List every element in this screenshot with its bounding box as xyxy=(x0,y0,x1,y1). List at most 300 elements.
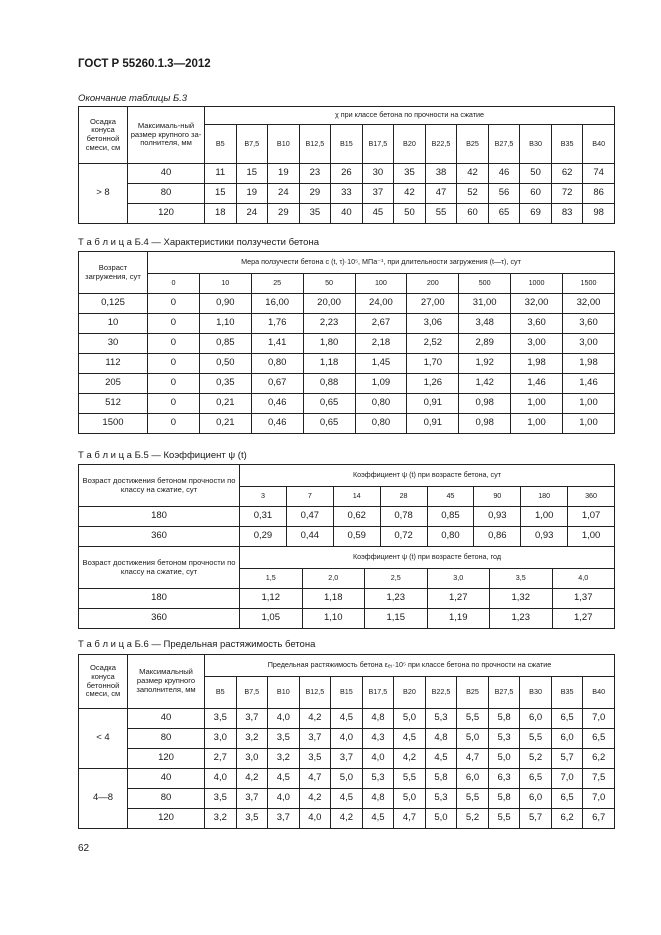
t4-age-cell: 512 xyxy=(79,394,148,414)
t4-value-cell: 3,60 xyxy=(563,314,615,334)
t6-class-header: B12,5 xyxy=(299,677,331,709)
t5-header-years: Коэффициент ψ (t) при возрасте бетона, год xyxy=(240,547,615,569)
t6-class-header: B20 xyxy=(394,677,426,709)
t5-value-cell: 1,10 xyxy=(302,609,365,629)
t6-value-cell: 4,2 xyxy=(394,749,426,769)
t4-value-cell: 1,18 xyxy=(303,354,355,374)
t5-year-header: 3,5 xyxy=(490,569,553,589)
t6-value-cell: 4,7 xyxy=(394,809,426,829)
t5-value-cell: 0,44 xyxy=(286,527,333,547)
t3-value-cell: 50 xyxy=(520,164,552,184)
t3-aggregate-cell: 40 xyxy=(128,164,205,184)
t4-value-cell: 1,92 xyxy=(459,354,511,374)
t5-value-cell: 1,23 xyxy=(490,609,553,629)
t4-value-cell: 1,42 xyxy=(459,374,511,394)
t3-value-cell: 46 xyxy=(488,164,520,184)
t6-value-cell: 3,0 xyxy=(205,729,237,749)
t4-value-cell: 27,00 xyxy=(407,294,459,314)
table-b6 xyxy=(78,654,615,829)
t6-value-cell: 5,3 xyxy=(425,709,457,729)
t4-value-cell: 0,67 xyxy=(251,374,303,394)
t6-header-slump: Осадка конуса бетонной смеси, см xyxy=(79,655,128,709)
t4-value-cell: 3,00 xyxy=(563,334,615,354)
t3-value-cell: 19 xyxy=(268,164,300,184)
t6-class-header: B15 xyxy=(331,677,363,709)
t4-value-cell: 1,70 xyxy=(407,354,459,374)
t5-value-cell: 0,85 xyxy=(427,507,474,527)
t6-value-cell: 3,7 xyxy=(236,789,268,809)
t4-duration-header: 0 xyxy=(148,274,200,294)
t4-value-cell: 20,00 xyxy=(303,294,355,314)
t6-value-cell: 4,5 xyxy=(394,729,426,749)
t6-value-cell: 6,2 xyxy=(583,749,615,769)
t4-duration-header: 100 xyxy=(355,274,407,294)
t6-value-cell: 6,0 xyxy=(551,729,583,749)
t5-value-cell: 0,86 xyxy=(474,527,521,547)
t5-year-header: 1,5 xyxy=(240,569,303,589)
table-b5 xyxy=(78,464,615,629)
t4-duration-header: 50 xyxy=(303,274,355,294)
t4-value-cell: 1,41 xyxy=(251,334,303,354)
t6-value-cell: 4,3 xyxy=(362,729,394,749)
t4-value-cell: 0,80 xyxy=(355,414,407,434)
table-row xyxy=(79,769,615,789)
t5-value-cell: 0,80 xyxy=(427,527,474,547)
t6-class-header: B40 xyxy=(583,677,615,709)
t5-year-header: 3,0 xyxy=(427,569,490,589)
t4-age-cell: 0,125 xyxy=(79,294,148,314)
t4-value-cell: 3,06 xyxy=(407,314,459,334)
t4-duration-header: 1500 xyxy=(563,274,615,294)
t6-value-cell: 6,5 xyxy=(583,729,615,749)
t4-value-cell: 1,10 xyxy=(199,314,251,334)
t6-value-cell: 5,5 xyxy=(488,809,520,829)
t3-class-header: B22,5 xyxy=(425,125,457,164)
t6-value-cell: 5,2 xyxy=(520,749,552,769)
t3-value-cell: 86 xyxy=(583,184,615,204)
t6-slump-cell: < 4 xyxy=(79,709,128,769)
t5-value-cell: 1,27 xyxy=(552,609,615,629)
document-header: ГОСТ Р 55260.1.3—2012 xyxy=(78,58,211,70)
t5-day-header: 3 xyxy=(240,487,287,507)
t5-header-reach-years: Возраст достижения бетоном прочности по классу на сжатие, сут xyxy=(79,547,240,589)
t4-value-cell: 0 xyxy=(148,394,200,414)
t3-aggregate-cell: 80 xyxy=(128,184,205,204)
t4-duration-header: 500 xyxy=(459,274,511,294)
table-row xyxy=(79,709,615,729)
t5-year-header: 2,5 xyxy=(365,569,428,589)
t6-value-cell: 3,5 xyxy=(205,789,237,809)
t6-value-cell: 6,5 xyxy=(520,769,552,789)
table-row xyxy=(79,394,615,414)
t3-value-cell: 65 xyxy=(488,204,520,224)
t5-year-header: 2,0 xyxy=(302,569,365,589)
t5-value-cell: 1,00 xyxy=(521,507,568,527)
t3-class-header: B30 xyxy=(520,125,552,164)
t4-value-cell: 16,00 xyxy=(251,294,303,314)
table-row xyxy=(79,184,615,204)
t5-value-cell: 1,32 xyxy=(490,589,553,609)
t3-value-cell: 55 xyxy=(425,204,457,224)
t4-value-cell: 0,91 xyxy=(407,414,459,434)
t6-value-cell: 5,2 xyxy=(457,809,489,829)
t4-value-cell: 2,18 xyxy=(355,334,407,354)
table-row xyxy=(79,164,615,184)
t5-day-header: 360 xyxy=(568,487,615,507)
t6-value-cell: 3,2 xyxy=(236,729,268,749)
t4-value-cell: 1,98 xyxy=(511,354,563,374)
t6-value-cell: 5,8 xyxy=(488,709,520,729)
t4-value-cell: 0,35 xyxy=(199,374,251,394)
t3-value-cell: 29 xyxy=(299,184,331,204)
t6-value-cell: 3,5 xyxy=(268,729,300,749)
t6-class-header: B10 xyxy=(268,677,300,709)
t3-value-cell: 83 xyxy=(551,204,583,224)
t6-value-cell: 6,3 xyxy=(488,769,520,789)
t6-value-cell: 5,0 xyxy=(394,789,426,809)
t3-value-cell: 60 xyxy=(457,204,489,224)
t5-value-cell: 1,00 xyxy=(568,527,615,547)
t4-value-cell: 0,80 xyxy=(251,354,303,374)
t5-year-header: 4,0 xyxy=(552,569,615,589)
t6-value-cell: 5,3 xyxy=(488,729,520,749)
t4-value-cell: 1,80 xyxy=(303,334,355,354)
table-b6-caption: Т а б л и ц а Б.6 — Предельная растяжимость бетона xyxy=(78,639,316,650)
t3-value-cell: 35 xyxy=(299,204,331,224)
t3-class-header: B12,5 xyxy=(299,125,331,164)
t6-value-cell: 3,5 xyxy=(236,809,268,829)
t4-value-cell: 3,60 xyxy=(511,314,563,334)
t6-class-header: B5 xyxy=(205,677,237,709)
table-row xyxy=(79,294,615,314)
t6-value-cell: 4,5 xyxy=(268,769,300,789)
t6-value-cell: 7,0 xyxy=(551,769,583,789)
t5-value-cell: 1,12 xyxy=(240,589,303,609)
t6-value-cell: 5,0 xyxy=(457,729,489,749)
t5-value-cell: 0,93 xyxy=(474,507,521,527)
t3-value-cell: 38 xyxy=(425,164,457,184)
t6-value-cell: 5,7 xyxy=(520,809,552,829)
t3-value-cell: 47 xyxy=(425,184,457,204)
t4-duration-header: 25 xyxy=(251,274,303,294)
t6-class-header: B22,5 xyxy=(425,677,457,709)
t6-value-cell: 4,5 xyxy=(331,789,363,809)
table-b3 xyxy=(78,106,615,224)
t5-day-header: 90 xyxy=(474,487,521,507)
t4-value-cell: 0 xyxy=(148,314,200,334)
t3-class-header: B27,5 xyxy=(488,125,520,164)
t3-value-cell: 24 xyxy=(268,184,300,204)
t3-value-cell: 33 xyxy=(331,184,363,204)
t6-value-cell: 6,5 xyxy=(551,709,583,729)
t3-value-cell: 26 xyxy=(331,164,363,184)
t4-value-cell: 0,90 xyxy=(199,294,251,314)
t5-value-cell: 1,07 xyxy=(568,507,615,527)
t5-value-cell: 1,23 xyxy=(365,589,428,609)
t3-value-cell: 37 xyxy=(362,184,394,204)
t3-aggregate-cell: 120 xyxy=(128,204,205,224)
t4-value-cell: 1,00 xyxy=(563,414,615,434)
t5-value-cell: 0,72 xyxy=(380,527,427,547)
t4-age-cell: 30 xyxy=(79,334,148,354)
t6-value-cell: 4,2 xyxy=(236,769,268,789)
t6-value-cell: 5,7 xyxy=(551,749,583,769)
t3-class-header: B20 xyxy=(394,125,426,164)
t6-class-header: B25 xyxy=(457,677,489,709)
table-row xyxy=(79,204,615,224)
t6-value-cell: 5,3 xyxy=(425,789,457,809)
t6-value-cell: 7,5 xyxy=(583,769,615,789)
t6-class-header: B35 xyxy=(551,677,583,709)
t6-value-cell: 4,0 xyxy=(362,749,394,769)
t4-age-cell: 205 xyxy=(79,374,148,394)
t3-value-cell: 45 xyxy=(362,204,394,224)
t5-value-cell: 0,47 xyxy=(286,507,333,527)
t6-value-cell: 4,0 xyxy=(299,809,331,829)
t3-class-header: B5 xyxy=(205,125,237,164)
t6-value-cell: 7,0 xyxy=(583,709,615,729)
t5-age-cell: 360 xyxy=(79,527,240,547)
t4-value-cell: 32,00 xyxy=(511,294,563,314)
t6-value-cell: 4,0 xyxy=(268,709,300,729)
t4-value-cell: 2,23 xyxy=(303,314,355,334)
t5-value-cell: 1,19 xyxy=(427,609,490,629)
t3-header-group: χ при классе бетона по прочности на сжатие xyxy=(205,107,615,125)
t3-class-header: B17,5 xyxy=(362,125,394,164)
table-b5-caption: Т а б л и ц а Б.5 — Коэффициент ψ (t) xyxy=(78,450,247,461)
t3-value-cell: 74 xyxy=(583,164,615,184)
t6-value-cell: 6,5 xyxy=(551,789,583,809)
t3-value-cell: 24 xyxy=(236,204,268,224)
t4-value-cell: 0,50 xyxy=(199,354,251,374)
t5-day-header: 45 xyxy=(427,487,474,507)
table-row xyxy=(79,749,615,769)
t6-value-cell: 3,2 xyxy=(205,809,237,829)
t3-value-cell: 42 xyxy=(394,184,426,204)
t4-value-cell: 0,21 xyxy=(199,394,251,414)
t4-value-cell: 0,65 xyxy=(303,414,355,434)
table-row xyxy=(79,527,615,547)
t6-value-cell: 4,5 xyxy=(331,709,363,729)
table-row xyxy=(79,609,615,629)
t4-value-cell: 2,89 xyxy=(459,334,511,354)
t6-class-header: B30 xyxy=(520,677,552,709)
t4-value-cell: 2,52 xyxy=(407,334,459,354)
table-row xyxy=(79,589,615,609)
t3-value-cell: 15 xyxy=(205,184,237,204)
t4-value-cell: 0,85 xyxy=(199,334,251,354)
t3-value-cell: 42 xyxy=(457,164,489,184)
t6-value-cell: 3,2 xyxy=(268,749,300,769)
t3-value-cell: 50 xyxy=(394,204,426,224)
t4-value-cell: 0 xyxy=(148,354,200,374)
table-row xyxy=(79,507,615,527)
t6-value-cell: 5,5 xyxy=(520,729,552,749)
t4-value-cell: 0,98 xyxy=(459,394,511,414)
t5-day-header: 28 xyxy=(380,487,427,507)
t4-header-age: Возраст загружения, сут xyxy=(79,252,148,294)
t5-age-cell: 180 xyxy=(79,589,240,609)
t3-value-cell: 19 xyxy=(236,184,268,204)
t5-value-cell: 0,62 xyxy=(333,507,380,527)
table-row xyxy=(79,809,615,829)
t6-value-cell: 6,2 xyxy=(551,809,583,829)
t6-value-cell: 2,7 xyxy=(205,749,237,769)
t5-value-cell: 1,05 xyxy=(240,609,303,629)
t6-value-cell: 4,0 xyxy=(268,789,300,809)
t6-value-cell: 5,8 xyxy=(425,769,457,789)
t3-value-cell: 56 xyxy=(488,184,520,204)
t4-header-group: Мера ползучести бетона c (t, τ)·10⁵, МПа⁻¹, при длительности загружения (t—τ), сут xyxy=(148,252,615,274)
t6-class-header: B7,5 xyxy=(236,677,268,709)
t6-header-aggregate: Максимальный размер крупного заполнителя, мм xyxy=(128,655,205,709)
t6-class-header: B17,5 xyxy=(362,677,394,709)
t4-value-cell: 0,65 xyxy=(303,394,355,414)
t3-value-cell: 23 xyxy=(299,164,331,184)
t4-value-cell: 0,88 xyxy=(303,374,355,394)
t4-value-cell: 0,98 xyxy=(459,414,511,434)
t6-value-cell: 5,5 xyxy=(394,769,426,789)
t4-duration-header: 10 xyxy=(199,274,251,294)
t4-value-cell: 1,09 xyxy=(355,374,407,394)
t4-value-cell: 1,00 xyxy=(511,414,563,434)
t6-class-header: B27,5 xyxy=(488,677,520,709)
t6-value-cell: 3,0 xyxy=(236,749,268,769)
t4-value-cell: 0,46 xyxy=(251,394,303,414)
t5-value-cell: 1,15 xyxy=(365,609,428,629)
t3-header-slump: Осадка конуса бетонной смеси, см xyxy=(79,107,128,164)
t3-value-cell: 98 xyxy=(583,204,615,224)
t4-age-cell: 10 xyxy=(79,314,148,334)
t4-age-cell: 1500 xyxy=(79,414,148,434)
t4-value-cell: 1,46 xyxy=(511,374,563,394)
t6-value-cell: 5,8 xyxy=(488,789,520,809)
t6-value-cell: 4,7 xyxy=(299,769,331,789)
t3-value-cell: 29 xyxy=(268,204,300,224)
t6-value-cell: 4,5 xyxy=(362,809,394,829)
t6-value-cell: 3,5 xyxy=(299,749,331,769)
t6-value-cell: 5,5 xyxy=(457,789,489,809)
t5-value-cell: 1,27 xyxy=(427,589,490,609)
t6-value-cell: 5,3 xyxy=(362,769,394,789)
table-row xyxy=(79,729,615,749)
t4-value-cell: 1,00 xyxy=(563,394,615,414)
t6-header-group: Предельная растяжимость бетона εₑₜ·10⁵ при классе бетона по прочности на сжатие xyxy=(205,655,615,677)
t3-header-aggregate: Максималь-ный размер крупного за-полнителя, мм xyxy=(128,107,205,164)
t6-value-cell: 3,7 xyxy=(236,709,268,729)
table-row xyxy=(79,374,615,394)
t3-value-cell: 40 xyxy=(331,204,363,224)
t6-value-cell: 4,2 xyxy=(299,789,331,809)
t4-value-cell: 1,45 xyxy=(355,354,407,374)
t3-value-cell: 35 xyxy=(394,164,426,184)
t6-value-cell: 6,0 xyxy=(520,789,552,809)
t6-slump-cell: 4—8 xyxy=(79,769,128,829)
t6-value-cell: 3,7 xyxy=(299,729,331,749)
t6-aggregate-cell: 120 xyxy=(128,749,205,769)
page-number: 62 xyxy=(78,843,90,854)
t4-value-cell: 0,91 xyxy=(407,394,459,414)
t5-day-header: 7 xyxy=(286,487,333,507)
t6-aggregate-cell: 80 xyxy=(128,789,205,809)
t4-value-cell: 1,26 xyxy=(407,374,459,394)
t4-value-cell: 0 xyxy=(148,374,200,394)
t6-value-cell: 5,0 xyxy=(488,749,520,769)
t5-age-cell: 180 xyxy=(79,507,240,527)
t5-header-days: Коэффициент ψ (t) при возрасте бетона, сут xyxy=(240,465,615,487)
t4-value-cell: 32,00 xyxy=(563,294,615,314)
t6-value-cell: 4,8 xyxy=(362,709,394,729)
table-row xyxy=(79,414,615,434)
t4-value-cell: 0,80 xyxy=(355,394,407,414)
t3-value-cell: 18 xyxy=(205,204,237,224)
t6-value-cell: 4,8 xyxy=(362,789,394,809)
t4-value-cell: 3,48 xyxy=(459,314,511,334)
t5-header-reach-days: Возраст достижения бетоном прочности по классу на сжатие, сут xyxy=(79,465,240,507)
t6-aggregate-cell: 80 xyxy=(128,729,205,749)
t6-value-cell: 4,2 xyxy=(299,709,331,729)
t3-class-header: B35 xyxy=(551,125,583,164)
t5-day-header: 14 xyxy=(333,487,380,507)
t6-value-cell: 5,5 xyxy=(457,709,489,729)
t3-value-cell: 60 xyxy=(520,184,552,204)
t4-value-cell: 2,67 xyxy=(355,314,407,334)
t3-class-header: B10 xyxy=(268,125,300,164)
t5-value-cell: 0,93 xyxy=(521,527,568,547)
t6-value-cell: 7,0 xyxy=(583,789,615,809)
t5-value-cell: 0,59 xyxy=(333,527,380,547)
table-b3-caption xyxy=(78,93,187,104)
t6-value-cell: 6,0 xyxy=(457,769,489,789)
table-row xyxy=(79,789,615,809)
t6-value-cell: 5,0 xyxy=(425,809,457,829)
table-row xyxy=(79,354,615,374)
t5-value-cell: 1,18 xyxy=(302,589,365,609)
t6-aggregate-cell: 40 xyxy=(128,769,205,789)
t6-value-cell: 4,7 xyxy=(457,749,489,769)
t4-duration-header: 200 xyxy=(407,274,459,294)
t6-value-cell: 4,0 xyxy=(205,769,237,789)
t6-value-cell: 4,8 xyxy=(425,729,457,749)
t4-value-cell: 0 xyxy=(148,334,200,354)
t4-value-cell: 0,46 xyxy=(251,414,303,434)
t6-value-cell: 3,5 xyxy=(205,709,237,729)
t5-value-cell: 1,37 xyxy=(552,589,615,609)
t6-aggregate-cell: 120 xyxy=(128,809,205,829)
t4-value-cell: 1,76 xyxy=(251,314,303,334)
t5-day-header: 180 xyxy=(521,487,568,507)
t4-value-cell: 31,00 xyxy=(459,294,511,314)
table-b4 xyxy=(78,251,615,434)
t6-value-cell: 5,0 xyxy=(331,769,363,789)
t4-value-cell: 0 xyxy=(148,414,200,434)
t6-value-cell: 3,7 xyxy=(331,749,363,769)
t3-value-cell: 30 xyxy=(362,164,394,184)
table-b3-caption-text: Окончание таблицы Б.3 xyxy=(78,93,188,104)
t6-value-cell: 5,0 xyxy=(394,709,426,729)
table-row xyxy=(79,334,615,354)
t6-value-cell: 4,5 xyxy=(425,749,457,769)
t4-value-cell: 0 xyxy=(148,294,200,314)
t4-value-cell: 1,00 xyxy=(511,394,563,414)
table-row xyxy=(79,314,615,334)
t3-class-header: B25 xyxy=(457,125,489,164)
t4-value-cell: 0,21 xyxy=(199,414,251,434)
t3-class-header: B7,5 xyxy=(236,125,268,164)
t6-value-cell: 3,7 xyxy=(268,809,300,829)
t4-age-cell: 112 xyxy=(79,354,148,374)
t4-value-cell: 1,46 xyxy=(563,374,615,394)
